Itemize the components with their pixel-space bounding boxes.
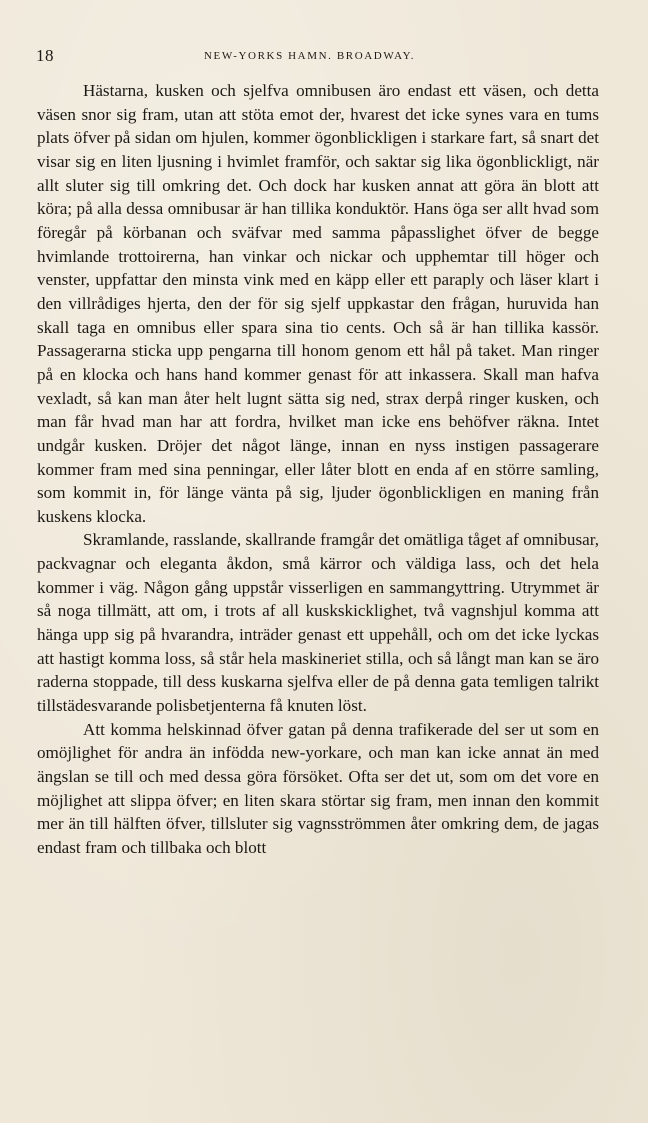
body-text (37, 79, 599, 860)
page-number: 18 (36, 46, 54, 65)
paragraph: Hästarna, kusken och sjelfva omnibusen äro endast ett väsen, och detta väsen snor sig fram, utan att stöta emot der, hvarest det icke synes vara en tums plats öfver på sidan om hjulen, kommer ögonblickligen i starkare fart, så snart det visar sig en liten ljusning i hvimlet framför, och saktar sig lika ögonblickligt, när allt sluter sig till omkring det. Och dock har kusken annat att göra än blott att köra; på alla dessa omnibusar är han tillika konduktör. Hans öga ser allt hvad som föregår på körbanan och sväfvar med samma påpasslighet öfver de begge hvimlande trottoirerna, han vinkar och nickar och upphemtar till höger och venster, uppfattar den minsta vink med en käpp eller ett paraply och läser klart i den villrådiges hjerta, den der för sig sjelf uppkastar den frågan, huruvida han skall taga en omnibus eller spara sina tio cents. Och så är han tillika kassör. Passagerarna sticka upp pengarna till honom genom ett hål på taket. Man ringer på en klocka och hans hand kommer genast för att inkassera. Skall man hafva vexladt, så kan man åter helt lugnt sätta sig ned, strax derpå ringer kusken, och man får hvad man har att fordra, hvilket man icke ens behöfver räkna. Intet undgår kusken. Dröjer det något länge, innan en nyss instigen passagerare kommer fram med sina penningar, eller låter blott en enda af en större samling, som kommit in, för länge vänta på sig, ljuder ögonblickligen en maning från kuskens klocka. (37, 81, 599, 526)
running-title: NEW-YORKS HAMN. BROADWAY. (204, 50, 416, 62)
paragraph: Skramlande, rasslande, skallrande framgår det omätliga tåget af omnibusar, packvagnar och eleganta åkdon, små kärror och väldiga lass, och det hela kommer i väg. Någon gång uppstår visserligen en sammangyttring. Utrymmet är så noga tillmätt, att om, i trots af all kuskskicklighet, två vagnshjul komma att hänga upp sig på hvarandra, inträder genast ett uppehåll, och om det icke lyckas att hastigt komma loss, så står hela maskineriet stilla, och så långt man kan se äro raderna stoppade, till dess kuskarna sjelfva eller de på denna gata temligen talrikt tillstädesvarande polisbetjenterna få knuten löst. (37, 530, 599, 716)
running-header (36, 46, 596, 70)
paragraph: Att komma helskinnad öfver gatan på denna trafikerade del ser ut som en omöjlighet för andra än infödda new-yorkare, och man kan icke annat än med ängslan se till och med dessa göra försöket. Ofta ser det ut, som om det vore en möjlighet att slippa öfver; en liten skara störtar sig fram, men innan den kommit mer än till hälften öfver, tillsluter sig vagnsströmmen åter omkring dem, de jagas endast fram och tillbaka och blott (37, 719, 599, 857)
